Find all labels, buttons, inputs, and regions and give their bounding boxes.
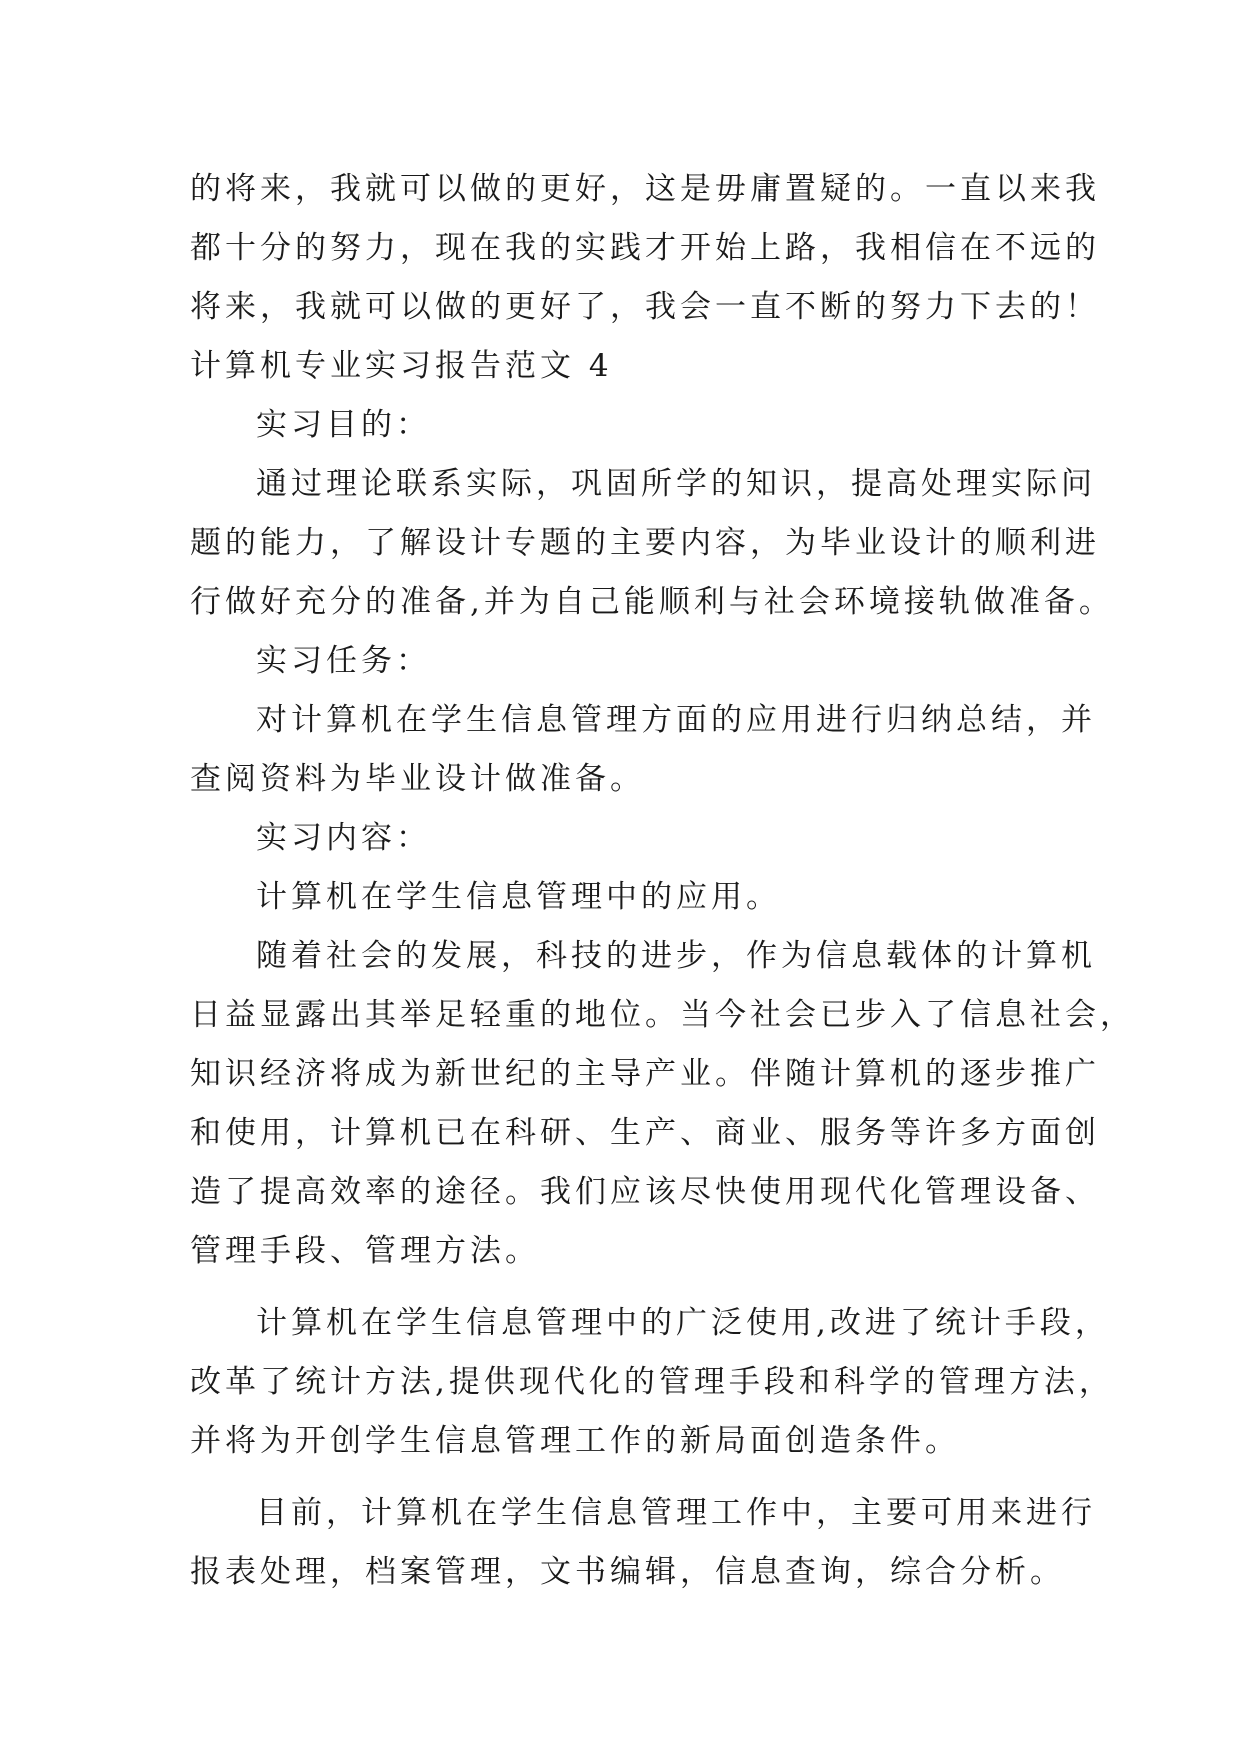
text-line: 并将为开创学生信息管理工作的新局面创造条件。 bbox=[190, 1423, 960, 1459]
text-line: 计算机在学生信息管理中的广泛使用,改进了统计手段， bbox=[256, 1305, 1110, 1341]
text-line: 都十分的努力，现在我的实践才开始上路，我相信在不远的 bbox=[190, 230, 1100, 266]
document-body bbox=[190, 160, 1135, 1602]
text-line: 改革了统计方法,提供现代化的管理手段和科学的管理方法， bbox=[190, 1364, 1114, 1400]
text-line: 知识经济将成为新世纪的主导产业。伴随计算机的逐步推广 bbox=[190, 1056, 1100, 1092]
text-line: 造了提高效率的途径。我们应该尽快使用现代化管理设备、 bbox=[190, 1174, 1100, 1210]
text-line: 查阅资料为毕业设计做准备。 bbox=[190, 761, 645, 797]
paragraph-gap bbox=[190, 1281, 1070, 1294]
text-line: 对计算机在学生信息管理方面的应用进行归纳总结，并 bbox=[256, 702, 1096, 738]
text-line: 随着社会的发展，科技的进步，作为信息载体的计算机 bbox=[256, 938, 1096, 974]
text-line: 计算机在学生信息管理中的应用。 bbox=[256, 879, 781, 915]
subheading-purpose: 实习目的： bbox=[256, 407, 431, 443]
text-line: 行做好充分的准备,并为自己能顺利与社会环境接轨做准备。 bbox=[190, 584, 1114, 620]
section-heading: 计算机专业实习报告范文 4 bbox=[190, 348, 613, 384]
text-line: 目前，计算机在学生信息管理工作中，主要可用来进行 bbox=[256, 1495, 1096, 1531]
text-line: 题的能力，了解设计专题的主要内容，为毕业设计的顺利进 bbox=[190, 525, 1100, 561]
text-line: 管理手段、管理方法。 bbox=[190, 1233, 540, 1269]
text-line: 的将来，我就可以做的更好，这是毋庸置疑的。一直以来我 bbox=[190, 171, 1100, 207]
text-line: 报表处理，档案管理，文书编辑，信息查询，综合分析。 bbox=[190, 1554, 1065, 1590]
paragraph-gap bbox=[190, 1471, 1070, 1484]
text-line: 和使用，计算机已在科研、生产、商业、服务等许多方面创 bbox=[190, 1115, 1100, 1151]
subheading-content: 实习内容： bbox=[256, 820, 431, 856]
subheading-task: 实习任务： bbox=[256, 643, 431, 679]
text-line: 日益显露出其举足轻重的地位。当今社会已步入了信息社会， bbox=[190, 997, 1135, 1033]
text-line: 将来，我就可以做的更好了，我会一直不断的努力下去的！ bbox=[190, 289, 1100, 325]
text-line: 通过理论联系实际，巩固所学的知识，提高处理实际问 bbox=[256, 466, 1096, 502]
